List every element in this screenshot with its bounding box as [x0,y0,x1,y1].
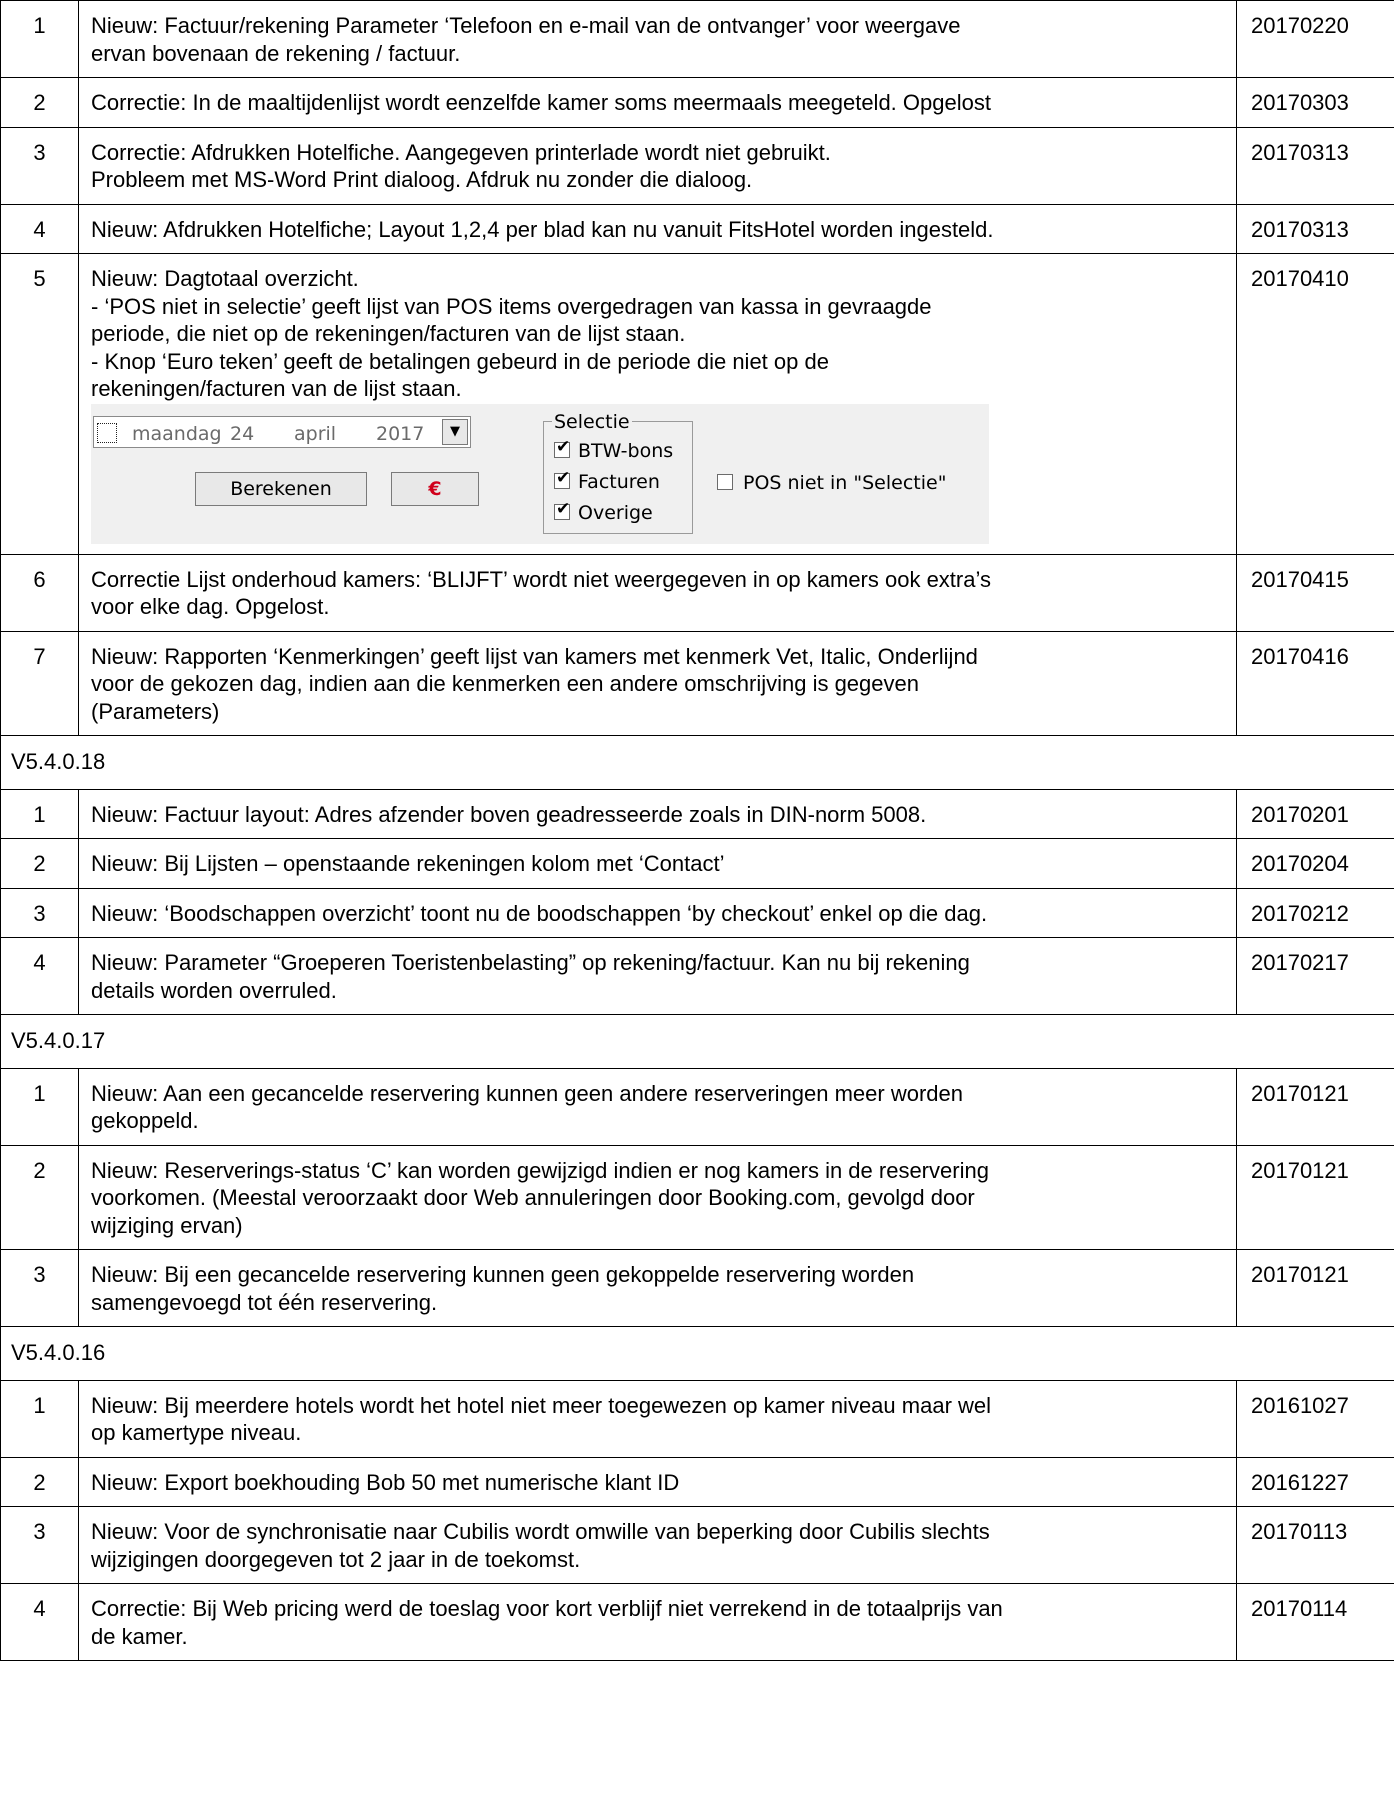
change-description [79,1145,1237,1250]
date-day: 24 [230,422,255,445]
date-checkbox[interactable] [97,423,117,443]
description-line: samengevoegd tot één reservering. [91,1289,438,1315]
row-number: 3 [1,888,79,938]
row-number: 2 [1,1457,79,1507]
checkbox-label: Overige [578,501,653,524]
table-row [1,78,1394,128]
row-number: 4 [1,1584,79,1661]
table-row [1,1,1394,78]
description-line: Nieuw: ‘Boodschappen overzicht’ toont nu de boodschappen ‘by checkout’ enkel op die dag. [91,900,988,926]
description-line: details worden overruled. [91,977,337,1003]
change-date: 20170114 [1237,1584,1394,1661]
description-line: Nieuw: Factuur layout: Adres afzender boven geadresseerde zoals in DIN-norm 5008. [91,801,927,827]
checkmark-icon: ✔ [556,436,571,457]
description-line: Nieuw: Bij een gecancelde reservering kunnen geen gekoppelde reservering worden [91,1262,915,1287]
row-number: 7 [1,631,79,736]
description-line: voorkomen. (Meestal veroorzaakt door Web annuleringen door Booking.com, gevolgd door [91,1185,975,1210]
calculate-button[interactable]: Berekenen [195,472,367,506]
dagtotaal-dialog-screenshot [91,404,989,544]
change-date: 20170220 [1237,1,1394,78]
table-row [1,839,1394,889]
change-date: 20170217 [1237,938,1394,1015]
change-description [79,631,1237,736]
selection-group [543,410,693,534]
description-line: Correctie Lijst onderhoud kamers: ‘BLIJFT’ wordt niet weergegeven in op kamers ook extra’s [91,566,991,592]
change-description [79,204,1237,254]
change-date: 20170212 [1237,888,1394,938]
description-line: Correctie: In de maaltijdenlijst wordt eenzelfde kamer soms meermaals meegeteld. Opgelost [91,90,991,115]
table-row [1,1145,1394,1250]
description-line: wijzigingen doorgegeven tot 2 jaar in de toekomst. [91,1546,581,1572]
table-row [1,1584,1394,1661]
table-row [1,1250,1394,1327]
checkbox-btw-bons[interactable] [554,436,571,458]
row-number: 2 [1,78,79,128]
checkbox-label: Facturen [578,470,660,493]
checkbox-facturen[interactable] [554,467,571,489]
row-number: 1 [1,1,79,78]
change-date: 20161227 [1237,1457,1394,1507]
change-date: 20170415 [1237,554,1394,631]
table-row [1,554,1394,631]
row-number: 3 [1,1250,79,1327]
description-line: Correctie: Bij Web pricing werd de toeslag voor kort verblijf niet verrekend in de totaalprijs van [91,1596,1003,1621]
table-row [1,1380,1394,1457]
description-line: Nieuw: Parameter “Groeperen Toeristenbelasting” op rekening/factuur. Kan nu bij rekening [91,950,970,975]
description-line: wijziging ervan) [91,1212,243,1238]
description-line: Correctie: Afdrukken Hotelfiche. Aangegeven printerlade wordt niet gebruikt. [91,139,831,165]
description-line: Nieuw: Voor de synchronisatie naar Cubilis wordt omwille van beperking door Cubilis slechts [91,1519,990,1544]
row-number: 4 [1,204,79,254]
table-row [1,631,1394,736]
dropdown-arrow-icon[interactable]: ▼ [442,419,468,445]
description-line: (Parameters) [91,698,220,724]
change-description [79,1584,1237,1661]
table-row [1,938,1394,1015]
table-row [1,888,1394,938]
row-number: 1 [1,1380,79,1457]
row-number: 6 [1,554,79,631]
description-line: Nieuw: Aan een gecancelde reservering kunnen geen andere reserveringen meer worden [91,1080,963,1106]
table-row [1,127,1394,204]
row-number: 1 [1,789,79,839]
checkmark-icon: ✔ [556,467,571,488]
version-header-row [1,736,1394,790]
date-year: 2017 [376,422,425,445]
table-row [1,1507,1394,1584]
table-row [1,1457,1394,1507]
change-description [79,254,1237,555]
table-row [1,254,1394,555]
change-description [79,839,1237,889]
description-line: gekoppeld. [91,1108,199,1133]
selection-group-title: Selectie [552,409,632,437]
change-description [79,127,1237,204]
checkbox-overige[interactable] [554,498,571,520]
description-line: - Knop ‘Euro teken’ geeft de betalingen gebeurd in de periode die niet op de [91,348,829,374]
version-label: V5.4.0.16 [1,1327,1394,1381]
change-date: 20170121 [1237,1250,1394,1327]
change-date: 20170313 [1237,127,1394,204]
change-description [79,1507,1237,1584]
change-date: 20170113 [1237,1507,1394,1584]
description-line: periode, die niet op de rekeningen/facturen van de lijst staan. [91,321,686,346]
date-picker[interactable] [93,416,471,448]
euro-icon: € [428,477,442,500]
description-line: Nieuw: Reserverings-status ‘C’ kan worden gewijzigd indien er nog kamers in de reservering [91,1157,989,1183]
date-month: april [294,422,337,445]
change-date: 20170204 [1237,839,1394,889]
change-date: 20170121 [1237,1068,1394,1145]
row-number: 1 [1,1068,79,1145]
change-date: 20170416 [1237,631,1394,736]
change-date: 20170303 [1237,78,1394,128]
change-description [79,1068,1237,1145]
description-line: ervan bovenaan de rekening / factuur. [91,40,461,66]
row-number: 2 [1,839,79,889]
description-line: Nieuw: Rapporten ‘Kenmerkingen’ geeft lijst van kamers met kenmerk Vet, Italic, Onderlijnd [91,643,978,669]
description-line: Nieuw: Bij meerdere hotels wordt het hotel niet meer toegewezen op kamer niveau maar wel [91,1392,992,1418]
change-date: 20161027 [1237,1380,1394,1457]
change-description [79,1250,1237,1327]
description-line: voor elke dag. Opgelost. [91,594,330,619]
change-description [79,78,1237,128]
description-line: Nieuw: Factuur/rekening Parameter ‘Telefoon en e-mail van de ontvanger’ voor weergave [91,13,961,38]
change-description [79,1,1237,78]
description-line: - ‘POS niet in selectie’ geeft lijst van POS items overgedragen van kassa in gevraagde [91,293,932,319]
row-number: 5 [1,254,79,555]
checkmark-icon: ✔ [556,498,571,519]
change-description [79,1380,1237,1457]
description-line: Nieuw: Bij Lijsten – openstaande rekeningen kolom met ‘Contact’ [91,851,725,876]
date-weekday: maandag [132,422,222,445]
change-description [79,789,1237,839]
description-line: voor de gekozen dag, indien aan die kenmerken een andere omschrijving is gegeven [91,671,919,696]
pos-not-in-selection-label: POS niet in "Selectie" [743,471,947,494]
description-line: rekeningen/facturen van de lijst staan. [91,376,462,401]
change-description [79,554,1237,631]
change-date: 20170201 [1237,789,1394,839]
description-line: Probleem met MS-Word Print dialoog. Afdruk nu zonder die dialoog. [91,167,753,192]
euro-button[interactable] [391,472,479,506]
change-description [79,888,1237,938]
description-line: Nieuw: Export boekhouding Bob 50 met numerische klant ID [91,1469,680,1495]
version-label: V5.4.0.17 [1,1015,1394,1069]
version-label: V5.4.0.18 [1,736,1394,790]
row-number: 2 [1,1145,79,1250]
description-line: op kamertype niveau. [91,1420,302,1445]
change-description [79,1457,1237,1507]
description-line: Nieuw: Afdrukken Hotelfiche; Layout 1,2,4 per blad kan nu vanuit FitsHotel worden ingesteld. [91,216,994,242]
table-row [1,789,1394,839]
table-row [1,204,1394,254]
version-header-row [1,1015,1394,1069]
row-number: 4 [1,938,79,1015]
change-date: 20170313 [1237,204,1394,254]
pos-not-in-selection-checkbox[interactable] [717,474,733,490]
checkbox-label: BTW-bons [578,439,674,462]
change-description [79,938,1237,1015]
version-header-row [1,1327,1394,1381]
row-number: 3 [1,1507,79,1584]
description-line: de kamer. [91,1623,188,1649]
row-number: 3 [1,127,79,204]
table-row [1,1068,1394,1145]
change-date: 20170410 [1237,254,1394,555]
change-date: 20170121 [1237,1145,1394,1250]
description-line: Nieuw: Dagtotaal overzicht. [91,266,359,291]
